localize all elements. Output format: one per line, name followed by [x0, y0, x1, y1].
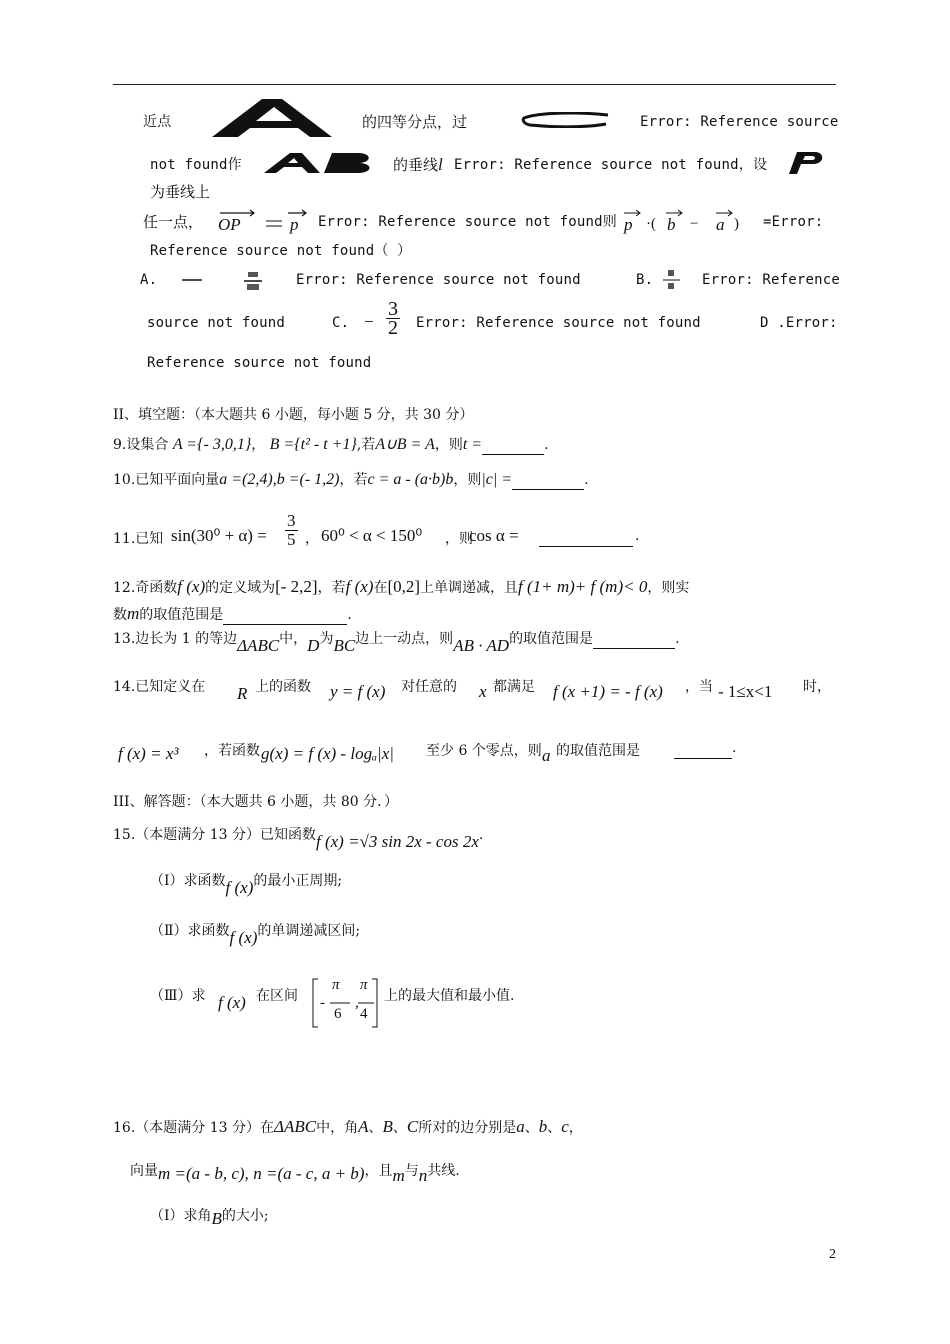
q13: 13.边长为 1 的等边ΔABC中，D为BC边上一动点，则AB · AD的取值范围是 . — [113, 631, 680, 655]
q12-line1: 12.奇函数f (x)的定义域为[- 2,2]，若f (x)在[0,2]上单调递减，且f (1+ m)+ f (m)< 0，则实 — [113, 577, 690, 596]
q15-part3: （Ⅲ）求 f (x) 在区间 - , π 6 π 4 上的最大值和最小值. — [150, 975, 570, 1031]
q15-pi-2: π — [360, 977, 368, 993]
q8-line3: 为垂线上 — [150, 183, 211, 201]
svg-text:p: p — [290, 215, 299, 234]
q8-line4-a: 任一点， — [143, 213, 204, 231]
q8-line1-b: 的四等分点，过 — [362, 113, 468, 131]
q8-option-d-label: D .Error: — [760, 315, 838, 331]
q15-intro: 15.（本题满分 13 分）已知函数f (x) =√3 sin 2x - cos 2x. — [113, 827, 484, 851]
header-rule — [113, 84, 836, 85]
q12-line2: 数m的取值范围是 . — [113, 604, 352, 623]
q16-line2: 向量m =(a - b, c), n =(a - c, a + b)，且m与n共线. — [130, 1163, 460, 1185]
q16-part1: （Ⅰ）求角B的大小; — [150, 1208, 269, 1228]
embedded-formula-P-image — [785, 150, 825, 176]
interval-brackets — [310, 977, 382, 1029]
q8-line2-c: Error: Reference source not found，设 — [454, 157, 768, 173]
q15-part2: （Ⅱ）求函数f (x)的单调递减区间; — [150, 923, 361, 947]
q8-line1-a: 近点 — [143, 114, 172, 130]
q8-option-a-formula — [180, 270, 280, 292]
embedded-formula-C-image — [520, 112, 610, 128]
q8-option-b-label: B. — [636, 272, 654, 288]
svg-text:−: − — [690, 216, 699, 232]
q8-option-b-formula — [660, 268, 684, 292]
q8-line2-a: not found作 — [150, 157, 242, 173]
q15-pi-1: π — [332, 977, 340, 993]
q14-line2: f (x) = x³ ，若函数 g(x) = f (x) - logₐ|x| 至少 6 个零点，则 a 的取值范围是 . — [118, 740, 737, 765]
svg-text:): ) — [734, 216, 739, 232]
q8-option-b-cont: source not found — [147, 315, 286, 331]
formula-op-equals-p — [214, 208, 310, 234]
q8-option-c-error: Error: Reference source not found — [416, 315, 701, 331]
q11-frac-num: 3 — [287, 511, 296, 530]
q8-option-c-label: C. — [332, 315, 350, 331]
q15-den-2: 4 — [360, 1006, 368, 1022]
svg-text:OP: OP — [218, 215, 241, 234]
q8-line5: Reference source not found（ ） — [150, 243, 412, 259]
svg-text:p: p — [624, 215, 633, 234]
q15-part1: （Ⅰ）求函数f (x)的最小正周期; — [150, 873, 343, 897]
svg-text:,: , — [355, 995, 359, 1011]
q8-line4-b: Error: Reference source not found则 — [318, 214, 617, 230]
svg-text:a: a — [716, 215, 725, 234]
page-number: 2 — [829, 1247, 836, 1262]
svg-text:·(: ·( — [646, 216, 656, 232]
q8-option-c-num: 3 — [388, 298, 398, 320]
q8-option-c-fraction: − $\frac{3}{2}$ — [364, 298, 398, 339]
embedded-formula-A-image — [210, 97, 335, 139]
svg-text:b: b — [667, 215, 676, 234]
q16-intro: 16.（本题满分 13 分）在ΔABC中，角A、B、C所对的边分别是a、b、c， — [113, 1117, 583, 1136]
q8-line4-c: =Error: — [763, 214, 824, 230]
section2-title: II、填空题：（本大题共 6 小题，每小题 5 分，共 30 分） — [113, 407, 474, 423]
q8-option-d-cont: Reference source not found — [147, 355, 372, 371]
svg-text:-: - — [320, 995, 325, 1011]
q9: 9.设集合 A ={- 3,0,1}， B ={t² - t +1},若A∪B = A，则t = . — [113, 436, 549, 453]
q10: 10.已知平面向量a =(2,4),b =(- 1,2)，若c = a - (a·b)b，则|c| = . — [113, 471, 589, 488]
q8-option-b-error: Error: Reference — [702, 272, 841, 288]
q8-option-a-label: A. — [140, 272, 158, 288]
formula-p-dot-b-minus-a — [620, 208, 758, 234]
q14-line1: 14.已知定义在 R 上的函数 y = f (x) 对任意的 x 都满足 f (x +1) = - f (x) ，当 - 1≤x<1 时， — [113, 679, 831, 703]
q8-line1-c: Error: Reference source — [640, 114, 839, 130]
q8-line2-b: 的垂线l — [393, 155, 443, 174]
embedded-formula-AB-image — [262, 151, 376, 175]
q15-den-1: 6 — [334, 1006, 342, 1022]
q8-option-a-error: Error: Reference source not found — [296, 272, 581, 288]
q8-option-c-den: 2 — [388, 317, 398, 339]
q11-frac-den: 5 — [287, 530, 296, 549]
section3-title: III、解答题：（本大题共 6 小题，共 80 分．） — [113, 794, 399, 810]
